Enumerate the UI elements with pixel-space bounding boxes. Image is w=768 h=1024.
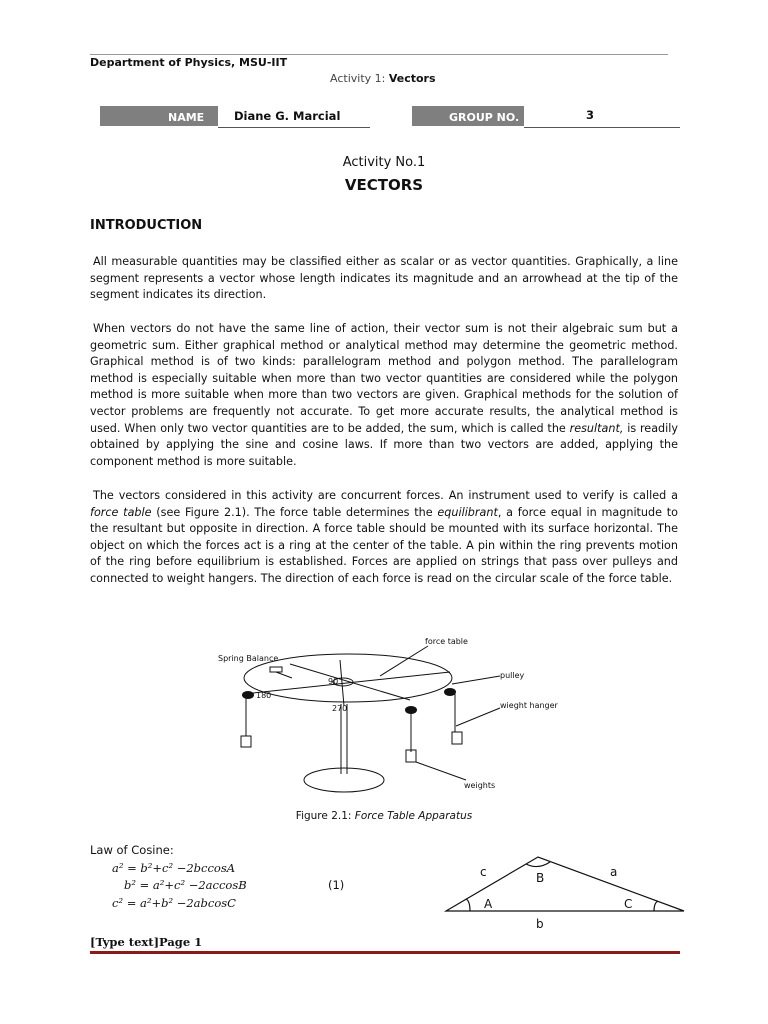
pulley-front [405,706,417,714]
label-deg-90: 90 [328,677,339,686]
header-rule [90,54,668,55]
force-table-figure [210,632,580,802]
footer-rule [90,951,680,954]
group-label: GROUP NO. [412,106,524,126]
label-weights: weights [464,781,496,790]
name-field[interactable]: Diane G. Marcial [234,109,341,123]
spring-balance-icon [270,667,282,672]
paragraph-1 [90,254,678,304]
angle-c-label: C [624,897,633,911]
weight-left [241,736,251,747]
label-force-table: force table [425,637,468,646]
side-c-label: c [480,865,487,879]
paragraph-3-text-c: , a force equal in magnitude to the resultant but opposite in direction. A force table should be mounted with its surface horizontal. The object on which the forces act is a ring at the center of the table. A pin within the ring prevents motion of the ring before equilibrium is established. Forces are applied on strings that pass over pulleys and connected to weight hangers. The direction of each force is read on the circular scale of the force table. [90,505,679,585]
side-b-label: b [536,917,544,931]
paragraph-2 [90,321,678,470]
term-equilibrant: equilibrant [437,505,498,519]
weight-right [452,732,462,744]
activity-prefix: Activity 1: [330,72,389,85]
group-underline [524,127,680,128]
paragraph-3 [90,488,678,588]
side-a-label: a [610,865,618,879]
angle-b-label: B [536,871,545,885]
label-spring-balance: Spring Balance [218,654,279,663]
term-force-table: force table [90,505,152,519]
label-deg-270: 270 [332,704,348,713]
term-resultant: resultant, [569,421,624,435]
label-deg-180: 180 [256,691,272,700]
department-name: Department of Physics, MSU-IIT [90,56,288,69]
page-title: VECTORS [344,176,424,194]
activity-number: Activity No.1 [342,155,426,170]
pulley-left [242,691,254,699]
law-title: Law of Cosine: [90,843,174,857]
caption-title: Force Table Apparatus [354,810,473,822]
caption-prefix: Figure 2.1: [295,810,355,822]
triangle-diagram [440,848,690,932]
paragraph-2-text-b: is readily obtained by applying the sine and cosine laws. If more than two vectors are added, applying the component method is more suitable. [90,421,678,468]
group-field[interactable]: 3 [586,108,595,122]
angle-a-label: A [484,897,493,911]
table-base [304,768,384,792]
section-heading: INTRODUCTION [90,218,203,233]
pulley-right [444,688,456,696]
footer-text: [Type text]Page 1 [90,935,203,949]
label-pulley: pulley [500,671,525,680]
activity-name: Vectors [388,72,436,85]
equation-c: c² = a²+b² −2abcosC [112,896,236,910]
activity-header [330,72,436,85]
equation-number: (1) [328,878,345,892]
name-label: NAME [100,106,218,126]
paragraph-1-text: All measurable quantities may be classified either as scalar or as vector quantities. Graphically, a line segment represents a vector whose length indicates its magnitude and an arrowhead at the tip of the segment indicates its direction. [90,255,678,302]
label-weight-hanger: wieght hanger [500,701,558,710]
figure-caption [0,810,768,822]
equation-a: a² = b²+c² −2bccosA [112,861,236,875]
paragraph-3-text-a: The vectors considered in this activity are concurrent forces. An instrument used to verify is called a [93,489,678,502]
paragraph-3-text-b: (see Figure 2.1). The force table determines the [151,505,438,519]
paragraph-2-text-a: When vectors do not have the same line of action, their vector sum is not their algebraic sum but a geometric sum. Either graphical method or analytical method may determine the geometric method. Graphical method is of two kinds: parallelogram method and polygon method. The parallelogram method is especially suitable when more than two vector quantities are considered while the polygon method is more suitable when more than two vectors are given. Graphical methods for the solution of vector problems are frequently not accurate. To get more accurate results, the analytical method is used. When only two vector quantities are to be added, the sum, which is called the [90,322,678,435]
name-underline [218,127,370,128]
equation-b: b² = a²+c² −2accosB [124,878,247,892]
